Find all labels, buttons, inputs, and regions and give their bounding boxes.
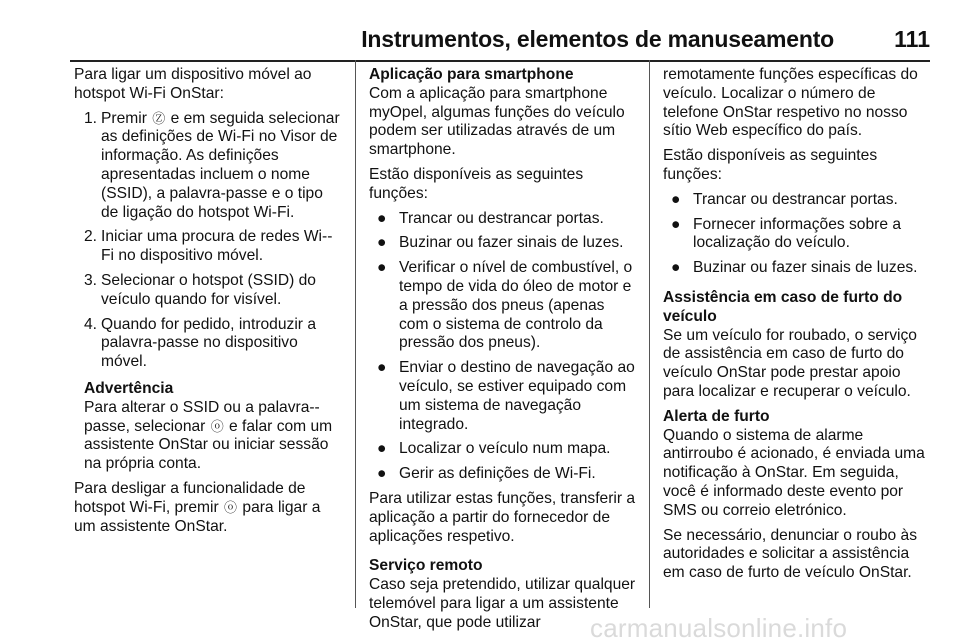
list-item-text: Trancar ou destrancar portas.: [399, 209, 604, 227]
bullet-icon: ●: [377, 359, 387, 377]
header-rule: [70, 60, 930, 62]
list-item-text: Buzinar ou fazer sinais de luzes.: [693, 259, 918, 277]
list-item: [663, 259, 931, 278]
list-item: [663, 216, 931, 254]
step-item: [74, 272, 344, 310]
paragraph: Com a aplicação para smartphone myOpel, algumas funções do veículo podem ser utilizadas através de um smartphone.: [369, 84, 625, 159]
list-item-text: Enviar o destino de navegação ao veículo, se estiver equipado com um sistema de navegação integrado.: [399, 359, 635, 433]
step-text-post: e em seguida selecionar as definições de Wi-Fi no Visor de informação. As definições apresentadas incluem o nome (SSID), a palavra-passe e o tipo de ligação do hotspot Wi-Fi.: [101, 109, 340, 221]
functions-list: [369, 210, 637, 484]
paragraph: Estão disponíveis as seguintes funções:: [369, 165, 584, 202]
onstar-button-icon: ⓞ: [210, 418, 224, 434]
bullet-icon: ●: [377, 465, 387, 483]
bullet-icon: ●: [671, 215, 681, 233]
paragraph: remotamente funções específicas do veículo. Localizar o número de telefone OnStar respetivo no nosso sítio Web específico do país.: [663, 66, 918, 140]
bullet-icon: ●: [377, 234, 387, 252]
paragraph: Estão disponíveis as seguintes funções:: [663, 147, 878, 183]
list-item-text: Gerir as definições de Wi-Fi.: [399, 465, 596, 483]
list-item-text: Trancar ou destrancar portas.: [693, 190, 898, 208]
warning-block: [74, 380, 344, 474]
paragraph: Se necessário, denunciar o roubo às autoridades e solicitar a assistência em caso de furto de veículo OnStar.: [663, 526, 917, 582]
watermark: carmanualsonline.info: [590, 613, 848, 643]
page-header: [70, 26, 930, 56]
section-heading-smartphone-app: Aplicação para smartphone: [369, 66, 574, 83]
warning-text-pre: Para alterar o SSID ou a palavra--passe, selecionar: [84, 398, 320, 435]
list-item-text: Buzinar ou fazer sinais de luzes.: [399, 234, 624, 252]
bullet-icon: ●: [671, 190, 681, 208]
bullet-icon: ●: [377, 209, 387, 227]
list-item: [369, 359, 637, 434]
wifi-intro: Para ligar um dispositivo móvel ao hotspot Wi-Fi OnStar:: [74, 66, 312, 102]
column-2: [369, 66, 637, 639]
bullet-icon: ●: [377, 440, 387, 458]
column-divider-1: [355, 60, 356, 608]
section-heading-theft-assistance: Assistência em caso de furto do veículo: [663, 288, 903, 325]
list-item: [663, 191, 931, 210]
step-number: 4.: [84, 315, 98, 333]
outro-pre: Para desligar a funcionalidade de hotspot Wi-Fi, premir: [74, 479, 306, 516]
page-title: Instrumentos, elementos de manuseamento: [361, 26, 834, 52]
step-item: [74, 316, 344, 372]
paragraph: Quando o sistema de alarme antirroubo é acionado, é enviada uma notificação à OnStar. Em seguida, você é informado deste evento por SMS ou correio eletrónico.: [663, 426, 925, 519]
wifi-outro: [74, 480, 344, 536]
paragraph: Caso seja pretendido, utilizar qualquer telemóvel para ligar a um assistente OnStar, que pode utilizar: [369, 576, 636, 631]
page-number: 111: [894, 26, 930, 52]
step-text: Iniciar uma procura de redes Wi--Fi no dispositivo móvel.: [101, 228, 333, 265]
list-item: [369, 234, 637, 253]
list-item: [369, 465, 637, 484]
step-text: Quando for pedido, introduzir a palavra-passe no dispositivo móvel.: [101, 315, 316, 371]
step-number: 3.: [84, 271, 98, 289]
step-text-pre: Premir: [101, 109, 152, 127]
warning-text-post: e falar com um assistente OnStar ou iniciar sessão na própria conta.: [84, 417, 333, 473]
functions-list: [663, 191, 931, 278]
paragraph: Para utilizar estas funções, transferir a aplicação a partir do fornecedor de aplicações respetivo.: [369, 489, 636, 545]
bullet-icon: ●: [671, 259, 681, 277]
step-text: Selecionar o hotspot (SSID) do veículo quando for visível.: [101, 271, 316, 308]
column-divider-2: [649, 60, 650, 608]
warning-text: [84, 399, 344, 474]
step-number: 1.: [84, 109, 98, 127]
list-item-text: Verificar o nível de combustível, o tempo de vida do óleo de motor e a pressão dos pneus (apenas com o sistema de controlo da pressão dos pneus).: [399, 259, 633, 352]
onstar-wifi-icon: Ⓩ: [152, 110, 166, 126]
wifi-steps-list: [74, 110, 344, 372]
column-1: [74, 66, 344, 542]
section-heading-theft-alert: Alerta de furto: [663, 407, 770, 425]
list-item: [369, 259, 637, 353]
column-3: [663, 66, 931, 589]
section-heading-remote-service: Serviço remoto: [369, 557, 483, 575]
step-item: [74, 110, 344, 223]
outro-post: para ligar a um assistente OnStar.: [74, 498, 321, 535]
bullet-icon: ●: [377, 259, 387, 277]
step-item: [74, 228, 344, 266]
list-item-text: Fornecer informações sobre a localização do veículo.: [693, 215, 902, 252]
warning-title: Advertência: [84, 379, 174, 397]
list-item: [369, 210, 637, 229]
step-number: 2.: [84, 228, 98, 246]
list-item-text: Localizar o veículo num mapa.: [399, 440, 611, 458]
onstar-button-icon: ⓞ: [224, 499, 238, 515]
paragraph: Se um veículo for roubado, o serviço de assistência em caso de furto do veículo OnStar pode prestar apoio para localizar e recuperar o veículo.: [663, 326, 917, 400]
list-item: [369, 440, 637, 459]
